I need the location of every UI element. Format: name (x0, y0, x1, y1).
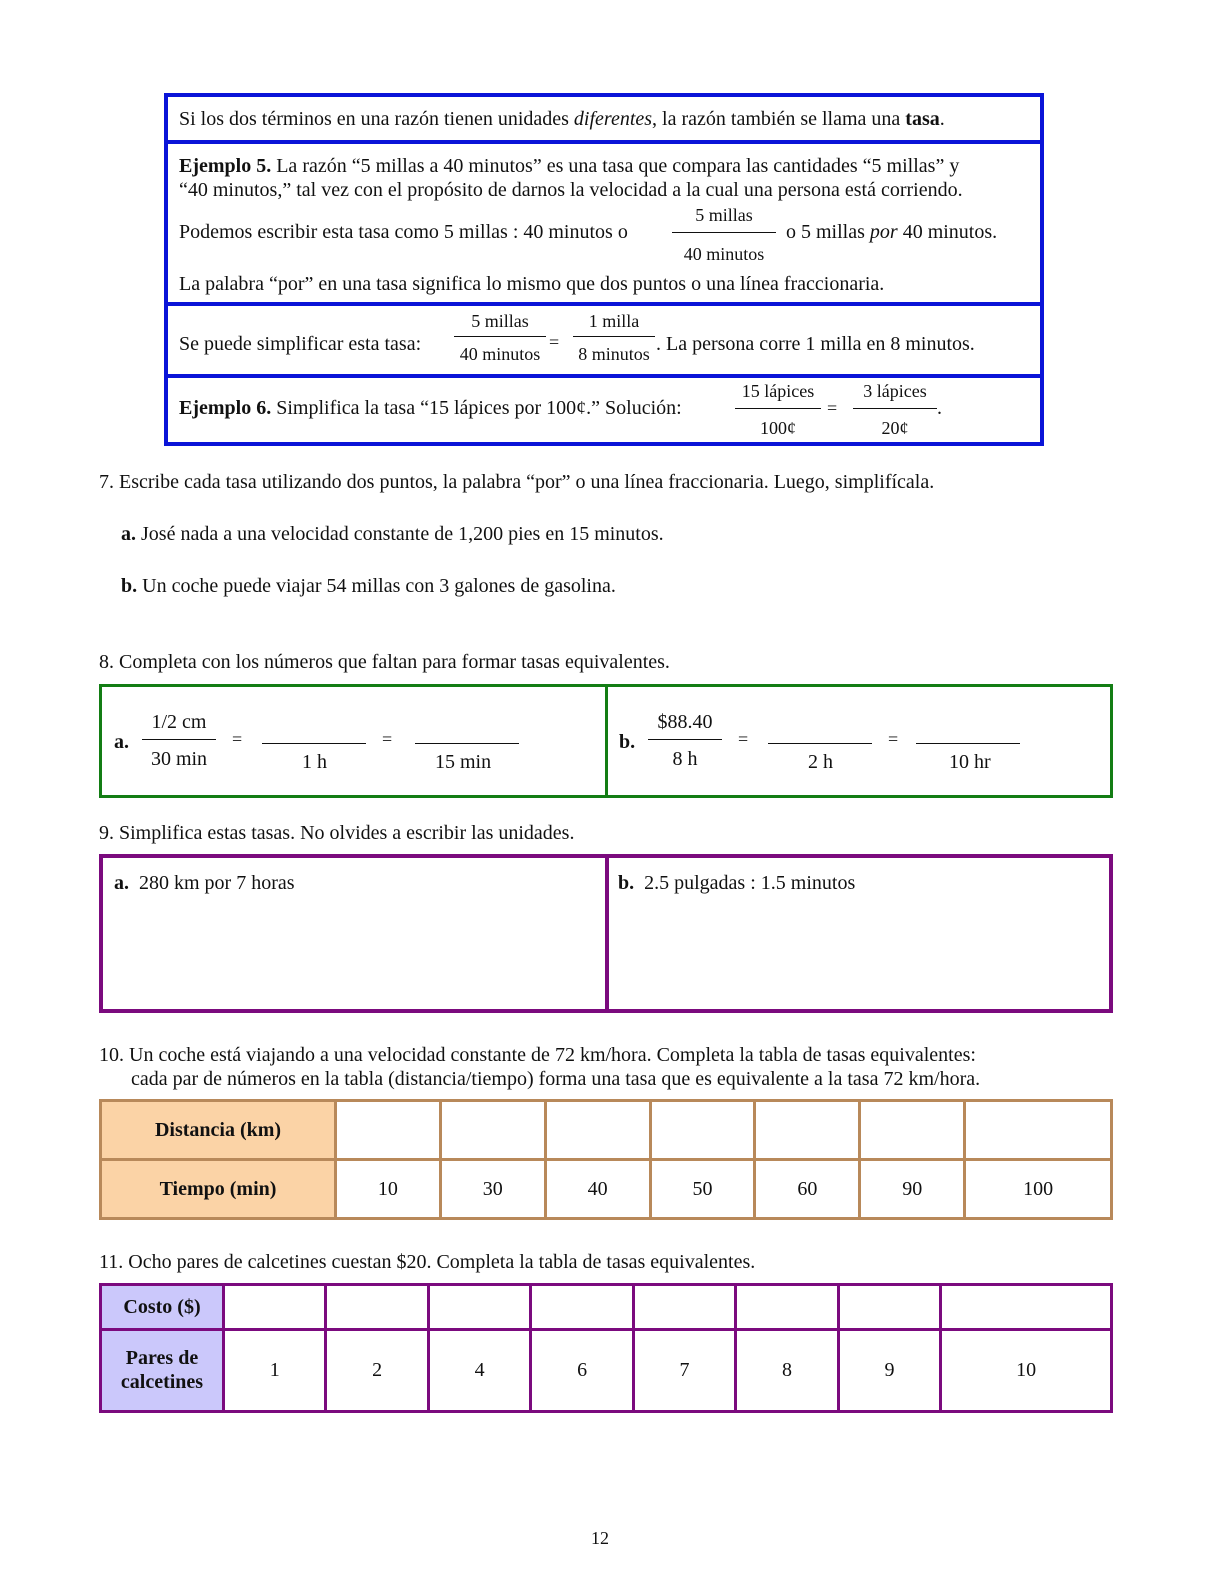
time-cell: 60 (755, 1160, 860, 1219)
q9-item-b[interactable]: b. 2.5 pulgadas : 1.5 minutos (618, 872, 856, 894)
q10-rate-table (99, 1099, 1113, 1220)
cost-cell[interactable] (941, 1285, 1112, 1330)
q8-prompt: 8. Completa con los números que faltan para formar tasas equivalentes. (99, 651, 670, 673)
q8-b-blank-numerator-2[interactable] (916, 743, 1020, 744)
cost-cell[interactable] (224, 1285, 326, 1330)
table-row-cost (101, 1285, 1112, 1330)
q7-item-b: b. Un coche puede viajar 54 millas con 3 galones de gasolina. (121, 575, 616, 597)
distance-cell[interactable] (440, 1101, 545, 1160)
example6-row (168, 374, 1040, 446)
q11-rate-table (99, 1283, 1113, 1413)
table-row-time (101, 1160, 1112, 1219)
q8-b-den2: 2 h (808, 751, 833, 773)
simplify-text: Se puede simplificar esta tasa: (179, 333, 422, 355)
simplify-row (168, 302, 1040, 378)
time-cell: 50 (650, 1160, 755, 1219)
example6-fraction-2: 3 lápices 20¢ (853, 380, 937, 439)
time-cell: 100 (965, 1160, 1112, 1219)
definition-text: Si los dos términos en una razón tienen unidades diferentes, la razón también se llama una tasa. (179, 108, 945, 130)
table-row-distance (101, 1101, 1112, 1160)
example6-fraction-1: 15 lápices 100¢ (735, 380, 821, 439)
pairs-cell: 9 (838, 1329, 940, 1411)
pairs-cell: 10 (941, 1329, 1112, 1411)
q9-prompt: 9. Simplifica estas tasas. No olvides a escribir las unidades. (99, 822, 575, 844)
distance-cell[interactable] (965, 1101, 1112, 1160)
q10-prompt-line2: cada par de números en la tabla (distancia/tiempo) forma una tasa que es equivalente a la tasa 72 km/hora. (131, 1068, 981, 1090)
time-cell: 90 (860, 1160, 965, 1219)
cost-cell[interactable] (838, 1285, 940, 1330)
equals-sign: = (888, 729, 899, 749)
row-header-time: Tiempo (min) (101, 1160, 336, 1219)
table-row-pairs (101, 1329, 1112, 1411)
q7-item-a: a. José nada a una velocidad constante de 1,200 pies en 15 minutos. (121, 523, 664, 545)
q8-b-den3: 10 hr (949, 751, 991, 773)
example5-line3-pre: Podemos escribir esta tasa como 5 millas : 40 minutos o (179, 221, 628, 243)
time-cell: 30 (440, 1160, 545, 1219)
row-header-pairs: Pares de calcetines (101, 1329, 224, 1411)
period: . (937, 397, 942, 419)
q10-prompt-line1: 10. Un coche está viajando a una velocidad constante de 72 km/hora. Completa la tabla de tasas equivalentes: (99, 1044, 976, 1066)
distance-cell[interactable] (650, 1101, 755, 1160)
page-number: 12 (591, 1528, 609, 1548)
cost-cell[interactable] (633, 1285, 735, 1330)
q9-item-a[interactable]: a. 280 km por 7 horas (114, 872, 295, 894)
cost-cell[interactable] (428, 1285, 530, 1330)
equals-sign: = (232, 729, 243, 749)
cost-cell[interactable] (736, 1285, 838, 1330)
row-header-distance: Distancia (km) (101, 1101, 336, 1160)
simplify-fraction-1: 5 millas 40 minutos (454, 310, 546, 365)
q8-b-blank-numerator-1[interactable] (768, 743, 872, 744)
row-header-cost: Costo ($) (101, 1285, 224, 1330)
q8-a-den2: 1 h (302, 751, 327, 773)
example5-row (168, 140, 1040, 306)
pairs-cell: 2 (326, 1329, 428, 1411)
equals-sign: = (827, 398, 838, 418)
equals-sign: = (382, 729, 393, 749)
pairs-cell: 4 (428, 1329, 530, 1411)
q7-prompt: 7. Escribe cada tasa utilizando dos puntos, la palabra “por” o una línea fraccionaria. Luego, simplifícala. (99, 471, 935, 493)
example6-text: Ejemplo 6. Simplifica la tasa “15 lápices por 100¢.” Solución: (179, 397, 682, 419)
example5-line2: “40 minutos,” tal vez con el propósito de darnos la velocidad a la cual una persona está corriendo. (179, 179, 963, 201)
definition-row (168, 97, 1040, 144)
pairs-cell: 1 (224, 1329, 326, 1411)
q8-a-label: a. (114, 731, 129, 753)
distance-cell[interactable] (755, 1101, 860, 1160)
example5-line1: Ejemplo 5. La razón “5 millas a 40 minutos” es una tasa que compara las cantidades “5 millas” y (179, 155, 960, 177)
simplify-fraction-2: 1 milla 8 minutos (573, 310, 655, 365)
equals-sign: = (549, 332, 560, 352)
q8-b-fraction: $88.40 8 h (648, 711, 722, 770)
q11-prompt: 11. Ocho pares de calcetines cuestan $20. Completa la tabla de tasas equivalentes. (99, 1251, 756, 1273)
pairs-cell: 6 (531, 1329, 633, 1411)
time-cell: 40 (545, 1160, 650, 1219)
simplify-conclusion: . La persona corre 1 milla en 8 minutos. (656, 333, 975, 355)
rate-definition-box (164, 93, 1044, 446)
pairs-cell: 8 (736, 1329, 838, 1411)
time-cell: 10 (336, 1160, 441, 1219)
q8-a-blank-numerator-1[interactable] (262, 743, 366, 744)
q8-a-blank-numerator-2[interactable] (415, 743, 519, 744)
equals-sign: = (738, 729, 749, 749)
pairs-cell: 7 (633, 1329, 735, 1411)
q9-simplify-box (99, 854, 1113, 1013)
q8-b-label: b. (619, 731, 636, 753)
q8-a-den3: 15 min (435, 751, 492, 773)
cost-cell[interactable] (531, 1285, 633, 1330)
distance-cell[interactable] (336, 1101, 441, 1160)
distance-cell[interactable] (860, 1101, 965, 1160)
cost-cell[interactable] (326, 1285, 428, 1330)
distance-cell[interactable] (545, 1101, 650, 1160)
example5-line4: La palabra “por” en una tasa significa lo mismo que dos puntos o una línea fraccionaria. (179, 273, 885, 295)
example5-line3-post: o 5 millas por 40 minutos. (786, 221, 998, 243)
example5-fraction: 5 millas 40 minutos (672, 204, 776, 265)
q8-a-fraction: 1/2 cm 30 min (142, 711, 216, 770)
q8-equivalent-rates-box (99, 684, 1113, 798)
